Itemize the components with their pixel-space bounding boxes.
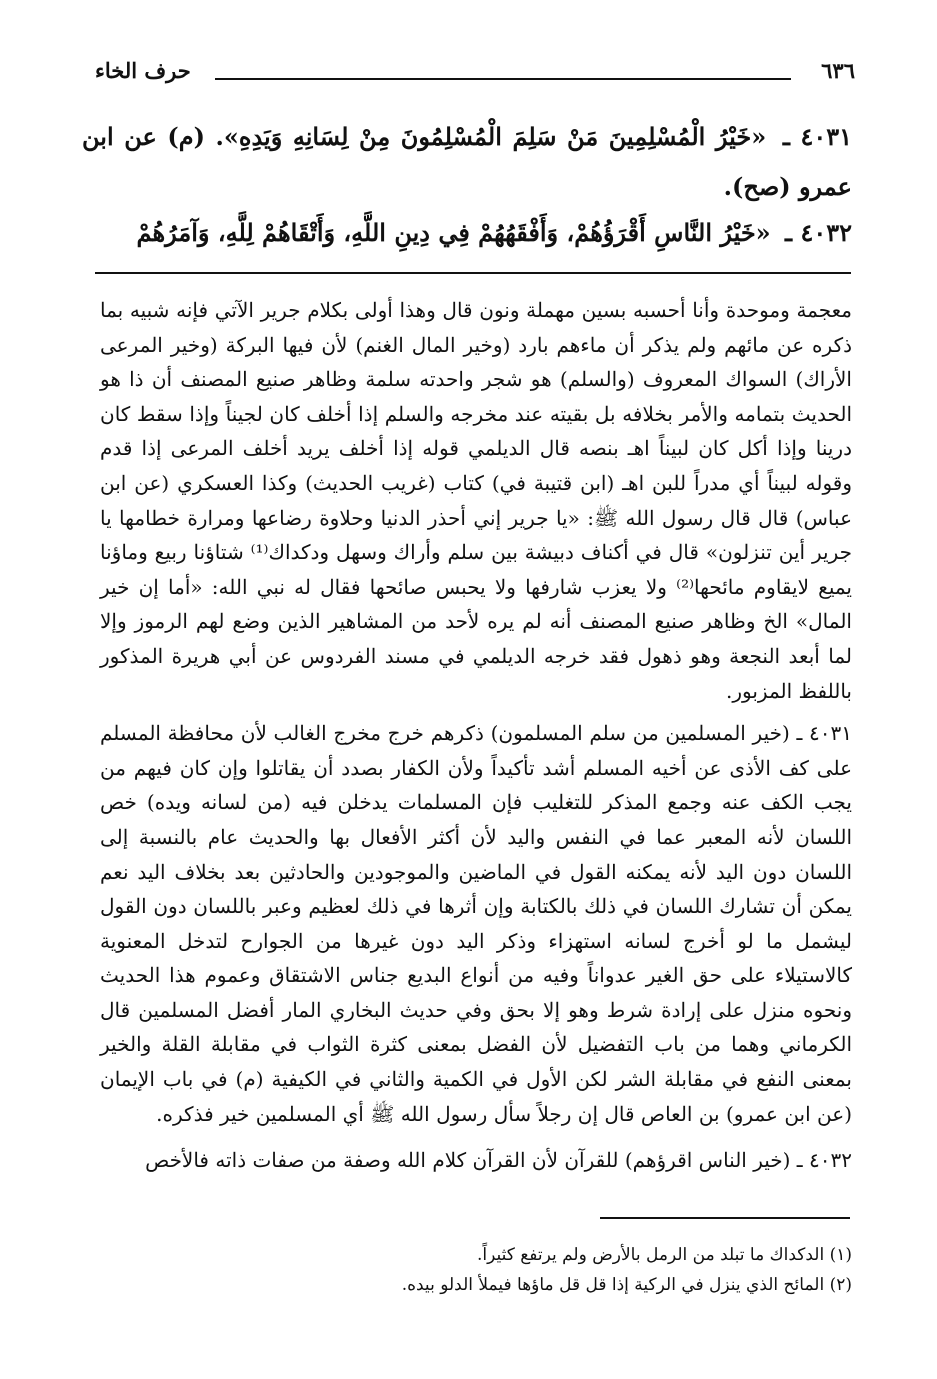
commentary <box>100 293 852 1178</box>
section-divider <box>95 272 851 274</box>
commentary-paragraph: معجمة وموحدة وأنا أحسبه بسين مهملة ونون قال وهذا أولى بكلام جرير الآتي فإنه شبيه بما ذكره عن مائهم ولم يذكر أن ماءهم بارد (وخير المال الغنم) لأن فيها البركة (وخير المرعى الأراك) السواك المعروف (والسلم) هو شجر واحدته سلمة وظاهر صنيع المصنف أن ذا هو الحديث بتمامه والأمر بخلافه بل بقيته عند مخرجه والسلم إذا أخلف كان لجيناً وإذا سقط كان درينا وإذا أكل كان لبيناً اهـ بنصه قال الديلمي قوله إذا أخلف يريد أخلف المرعى إذا قدم وقوله لبيناً أي مدراً للبن اهـ (ابن قتيبة في) كتاب (غريب الحديث) وكذا العسكري (عن ابن عباس) قال قال رسول الله ﷺ: «يا جرير إني أحذر الدنيا وحلاوة رضاعها ومرارة خطامها يا جرير أين تنزلون» قال في أكناف دبيشة بين سلم وأراك وسهل ودكداك⁽¹⁾ شتاؤنا ربيع وماؤنا يميع لايقاوم مائحها⁽²⁾ ولا يعزب شارفها ولا يحبس صائحها فقال له نبي الله: «أما إن خير المال» الخ وظاهر صنيع المصنف أنه لم يره لأحد من المشاهير الذين وضع لهم الرموز وإلا لما أبعد النجعة وهو ذهول فقد خرجه الديلمي في مسند الفردوس عن أبي هريرة المذكور باللفظ المزبور. <box>100 298 852 703</box>
footnote-divider <box>600 1217 850 1219</box>
hadith-number: ٤٠٣٢ ـ <box>785 218 852 247</box>
hadith-number: ٤٠٣١ ـ <box>782 122 852 151</box>
hadith-4031 <box>82 112 852 212</box>
footnotes <box>100 1240 852 1300</box>
commentary-paragraph: ٤٠٣١ ـ (خير المسلمين من سلم المسلمون) ذكرهم خرج مخرج الغالب لأن محافظة المسلم على كف الأذى عن أخيه المسلم أشد تأكيداً ولأن الكفار بصدد أن يقاتلوا وإن كان فيهم من يجب الكف عنه وجمع المذكر للتغليب فإن المسلمات يدخلن فيه (من لسانه ويده) خص اللسان لأنه المعبر عما في النفس واليد لأن أكثر الأفعال بها والحديث عام بالنسبة إلى اللسان دون اليد لأنه يمكنه القول في الماضين والموجودين والحادثين بعد بخلاف اليد نعم يمكن أن تشارك اللسان في ذلك بالكتابة وإن أثرها في ذلك لعظيم وعبر باللسان دون القول ليشمل ما لو أخرج لسانه استهزاء وذكر اليد دون غيرها من الجوارح لتدخل المعنوية كالاستيلاء على حق الغير عدواناً وفيه من أنواع البديع جناس الاشتقاق وعموم هذا الحديث ونحوه منزل على إرادة شرط وهو إلا بحق وفي حديث البخاري المار أفضل المسلمين قال الكرماني وهما من باب التفضيل لأن الفضل بمعنى كثرة الثواب في مقابلة القلة والخير بمعنى النفع في مقابلة الشر لكن الأول في الكمية والثاني في الكيفية (م) في باب الإيمان (عن ابن عمرو) بن العاص قال إن رجلاً سأل رسول الله ﷺ أي المسلمين خير فذكره. <box>100 721 853 1126</box>
footnote: (٢) المائح الذي ينزل في الركية إذا قل قل ماؤها فيملأ الدلو بيده. <box>401 1275 852 1295</box>
hadith-text: «خَيْرُ النَّاسِ أَقْرَؤُهُمْ، وَأَفْقَهُهُمْ فِي دِينِ اللَّهِ، وَأَتْقَاهُمْ لِلَّهِ، وَآمَرُهُمْ <box>136 218 771 247</box>
commentary-paragraph: ٤٠٣٢ ـ (خير الناس اقرؤهم) للقرآن لأن القرآن كلام الله وصفة من صفات ذاته فالأخص <box>145 1148 852 1173</box>
page-header <box>95 58 855 88</box>
hadith-text: «خَيْرُ الْمُسْلِمِينَ مَنْ سَلِمَ الْمُسْلِمُونَ مِنْ لِسَانِهِ وَيَدِهِ». (م) عن ابن عمرو (صح). <box>82 122 852 201</box>
chapter-title: حرف الخاء <box>95 58 191 83</box>
hadith-4032 <box>82 208 852 258</box>
page-number: ٦٣٦ <box>821 58 855 83</box>
footnote: (١) الدكداك ما تبلد من الرمل بالأرض ولم يرتفع كثيراً. <box>476 1245 852 1265</box>
header-rule <box>215 78 791 80</box>
